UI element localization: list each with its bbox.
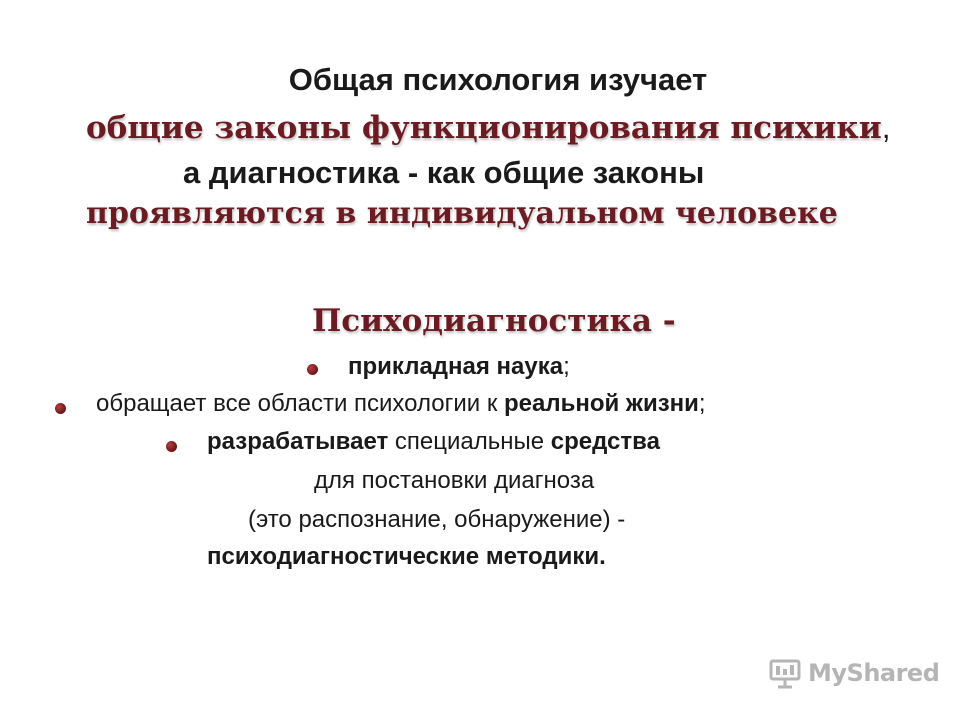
definition-continuation-1: для постановки диагноза bbox=[314, 467, 595, 494]
definition-item-1 bbox=[348, 353, 570, 381]
watermark-text: MyShared bbox=[808, 659, 940, 687]
definition-item-1-bold: прикладная наука bbox=[348, 353, 564, 380]
heading-line-2-comma: , bbox=[881, 110, 891, 145]
definition-item-3-middle: специальные bbox=[388, 428, 551, 455]
definition-item-2-prefix: обращает все области психологии к bbox=[96, 390, 504, 417]
heading-line-4: проявляются в индивидуальном человеке bbox=[86, 196, 838, 231]
heading-line-1: Общая психология изучает bbox=[288, 62, 708, 97]
definition-item-3-bold-1: разрабатывает bbox=[207, 428, 389, 455]
heading-line-2 bbox=[86, 110, 890, 146]
bullet-icon bbox=[307, 364, 318, 375]
watermark-logo bbox=[768, 656, 939, 690]
definition-item-2 bbox=[96, 390, 706, 418]
heading-line-3: а диагностика - как общие законы bbox=[183, 155, 705, 190]
definition-item-2-bold: реальной жизни bbox=[504, 390, 699, 417]
definition-continuation-3: психодиагностические методики. bbox=[207, 543, 606, 570]
definition-item-3-bold-2: средства bbox=[550, 428, 660, 455]
bullet-icon bbox=[166, 441, 177, 452]
definition-item-1-suffix: ; bbox=[563, 353, 570, 380]
bullet-icon bbox=[55, 403, 66, 414]
heading-line-2-text: общие законы функционирования психики bbox=[86, 110, 882, 146]
presentation-board-icon bbox=[768, 656, 802, 690]
definition-item-3 bbox=[207, 428, 660, 456]
definition-item-2-suffix: ; bbox=[698, 390, 706, 417]
definition-continuation-2: (это распознание, обнаружение) - bbox=[248, 506, 626, 533]
definition-title: Психодиагностика - bbox=[312, 303, 676, 339]
